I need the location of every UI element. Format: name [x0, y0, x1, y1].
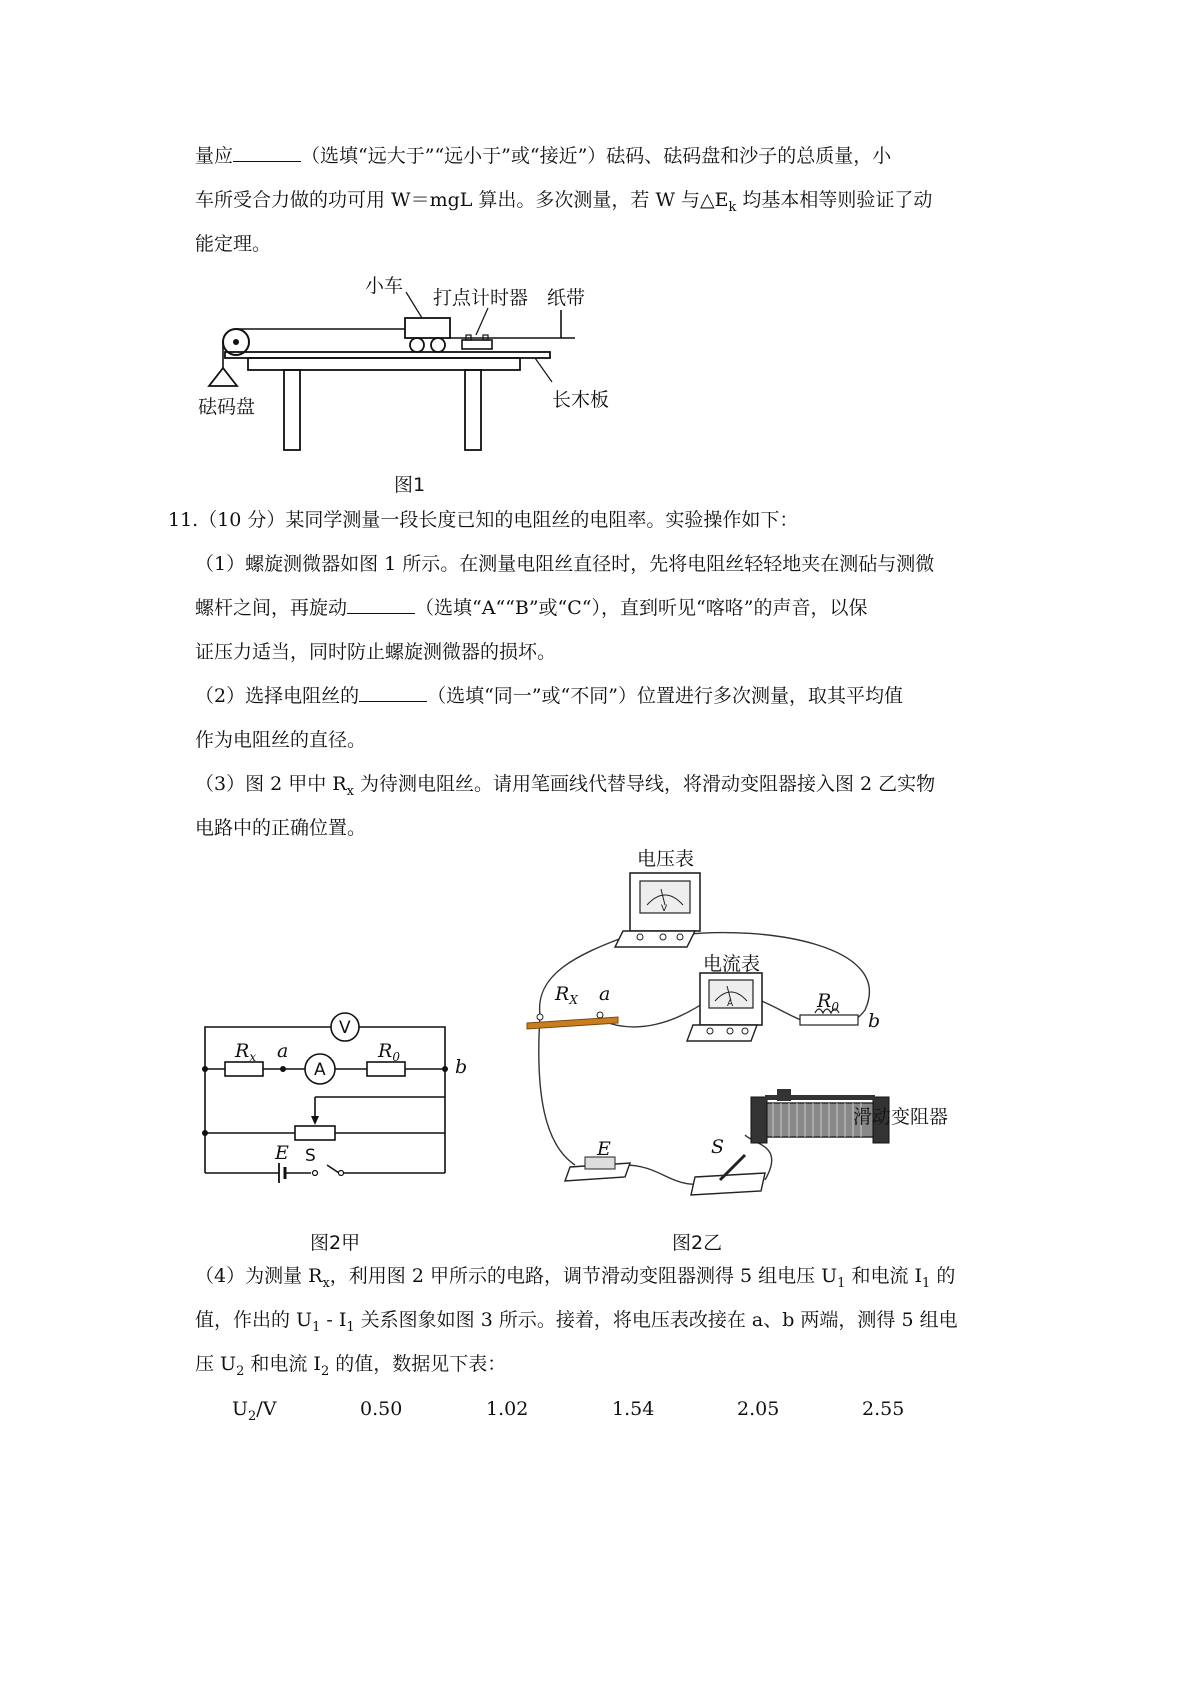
ammeter-label: 电流表: [703, 953, 761, 975]
answer-blank[interactable]: [347, 595, 415, 614]
subscript: 2: [320, 1363, 330, 1379]
voltmeter-label: 电压表: [637, 848, 695, 870]
q11-part1-line1: （1）螺旋测微器如图 1 所示。在测量电阻丝直径时，先将电阻丝轻轻地夹在测砧与测微: [195, 553, 935, 575]
fig2a-caption: 图2甲: [310, 1232, 361, 1254]
q11-text: 的值，数据见下表：: [329, 1353, 507, 1375]
figure-1-apparatus: [200, 270, 620, 460]
fig1-timer-label: 打点计时器: [433, 287, 529, 309]
subscript: 2: [236, 1363, 245, 1379]
figure-2b-physical-circuit: [515, 845, 990, 1205]
fig1-board-label: 长木板: [552, 389, 610, 411]
q10-line-2: [195, 186, 932, 222]
figure-2a-circuit: [195, 1005, 485, 1225]
node-b-label: b: [455, 1056, 468, 1078]
q10-line-3: [195, 230, 271, 258]
subscript: 1: [346, 1319, 355, 1335]
node-a-physical-label: a: [599, 983, 611, 1005]
q11-text: ，利用图 2 甲所示的电路，调节滑动变阻器测得 5 组电压 U: [329, 1265, 838, 1287]
subscript: 1: [837, 1275, 846, 1291]
q11-part4-line1: [195, 1262, 955, 1298]
q10-text: 均基本相等则验证了动: [736, 189, 933, 211]
table-cell: 1.02: [486, 1398, 529, 1420]
subscript: x: [322, 1275, 330, 1291]
q11-text: 关系图象如图 3 所示。接着，将电压表改接在 a、b 两端，测得 5 组电: [354, 1309, 958, 1331]
q11-text: 值，作出的 U: [195, 1309, 313, 1331]
q11-part3-line2: 电路中的正确位置。: [195, 817, 367, 839]
table-cell: 2.55: [862, 1398, 905, 1420]
q11-part2-line2: 作为电阻丝的直径。: [195, 729, 367, 751]
node-b-physical-label: b: [868, 1010, 881, 1032]
r0-physical-label: $R_0$: [817, 990, 839, 1014]
switch-label: S: [305, 1146, 316, 1166]
subscript: 2: [248, 1408, 257, 1424]
q11-part2-line1: [195, 682, 903, 710]
q10-text: （选填“远大于”“远小于”或“接近”）砝码、砝码盘和沙子的总质量，小: [301, 145, 892, 167]
table-header-u2: [232, 1398, 276, 1424]
table-cell: 0.50: [360, 1398, 403, 1420]
fig1-caption: 图1: [394, 474, 426, 496]
q11-text: 为待测电阻丝。请用笔画线代替导线，将滑动变阻器接入图 2 乙实物: [353, 773, 936, 795]
q11-text: 压 U: [195, 1353, 237, 1375]
subscript: k: [728, 199, 737, 215]
q10-text: 能定理。: [195, 233, 272, 255]
fig1-tape-label: 纸带: [547, 287, 586, 309]
emf-label: E: [275, 1142, 289, 1164]
q11-text: 和电流 I: [244, 1353, 321, 1375]
subscript: 1: [312, 1319, 321, 1335]
ammeter-symbol: A: [314, 1060, 326, 1080]
table-header-symbol: U: [232, 1398, 249, 1420]
q11-text: ‑ I: [320, 1309, 347, 1331]
voltmeter-glyph: V: [661, 904, 668, 914]
q11-text: （选填“同一”或“不同”）位置进行多次测量，取其平均值: [427, 685, 903, 707]
r0-label: $R_0$: [378, 1040, 400, 1064]
answer-blank[interactable]: [233, 143, 301, 162]
q10-text: 量应: [195, 145, 234, 167]
q11-text: （2）选择电阻丝的: [195, 685, 360, 707]
rx-label: $R_x$: [235, 1040, 257, 1064]
q11-part4-line3: [195, 1350, 506, 1386]
fig1-pan-label: 砝码盘: [198, 396, 256, 418]
rx-physical-label: $R_X$: [555, 983, 578, 1007]
voltmeter-symbol: V: [339, 1018, 351, 1038]
rheostat-label: 滑动变阻器: [853, 1106, 949, 1128]
q11-part4-line2: [195, 1306, 958, 1342]
emf-physical-label: E: [597, 1138, 611, 1160]
subscript: x: [346, 783, 354, 799]
ammeter-glyph: A: [727, 999, 734, 1009]
q10-text: 车所受合力做的功可用 W＝mgL 算出。多次测量，若 W 与△E: [195, 189, 729, 211]
q11-text: （选填“A““B”或“C“），直到听见“喀咯”的声音，以保: [415, 597, 868, 619]
q11-text: 的: [930, 1265, 956, 1287]
table-cell: 2.05: [737, 1398, 780, 1420]
q11-text: （3）图 2 甲中 R: [195, 773, 347, 795]
q11-heading: 11.（10 分）某同学测量一段长度已知的电阻丝的电阻率。实验操作如下：: [168, 509, 799, 531]
q11-text: （4）为测量 R: [195, 1265, 323, 1287]
q11-text: 螺杆之间，再旋动: [195, 597, 348, 619]
table-cell: 1.54: [612, 1398, 655, 1420]
q10-line-1: [195, 142, 891, 170]
subscript: 1: [922, 1275, 931, 1291]
node-a-label: a: [277, 1040, 289, 1062]
switch-physical-label: S: [711, 1136, 725, 1158]
q11-part1-line2: [195, 594, 867, 622]
answer-blank[interactable]: [359, 683, 427, 702]
fig2b-caption: 图2乙: [672, 1232, 723, 1254]
q11-part3-line1: [195, 770, 935, 806]
q11-part1-line3: 证压力适当，同时防止螺旋测微器的损坏。: [195, 641, 557, 663]
table-header-unit: /V: [256, 1398, 277, 1420]
q11-text: 和电流 I: [845, 1265, 923, 1287]
fig1-car-label: 小车: [365, 275, 404, 297]
